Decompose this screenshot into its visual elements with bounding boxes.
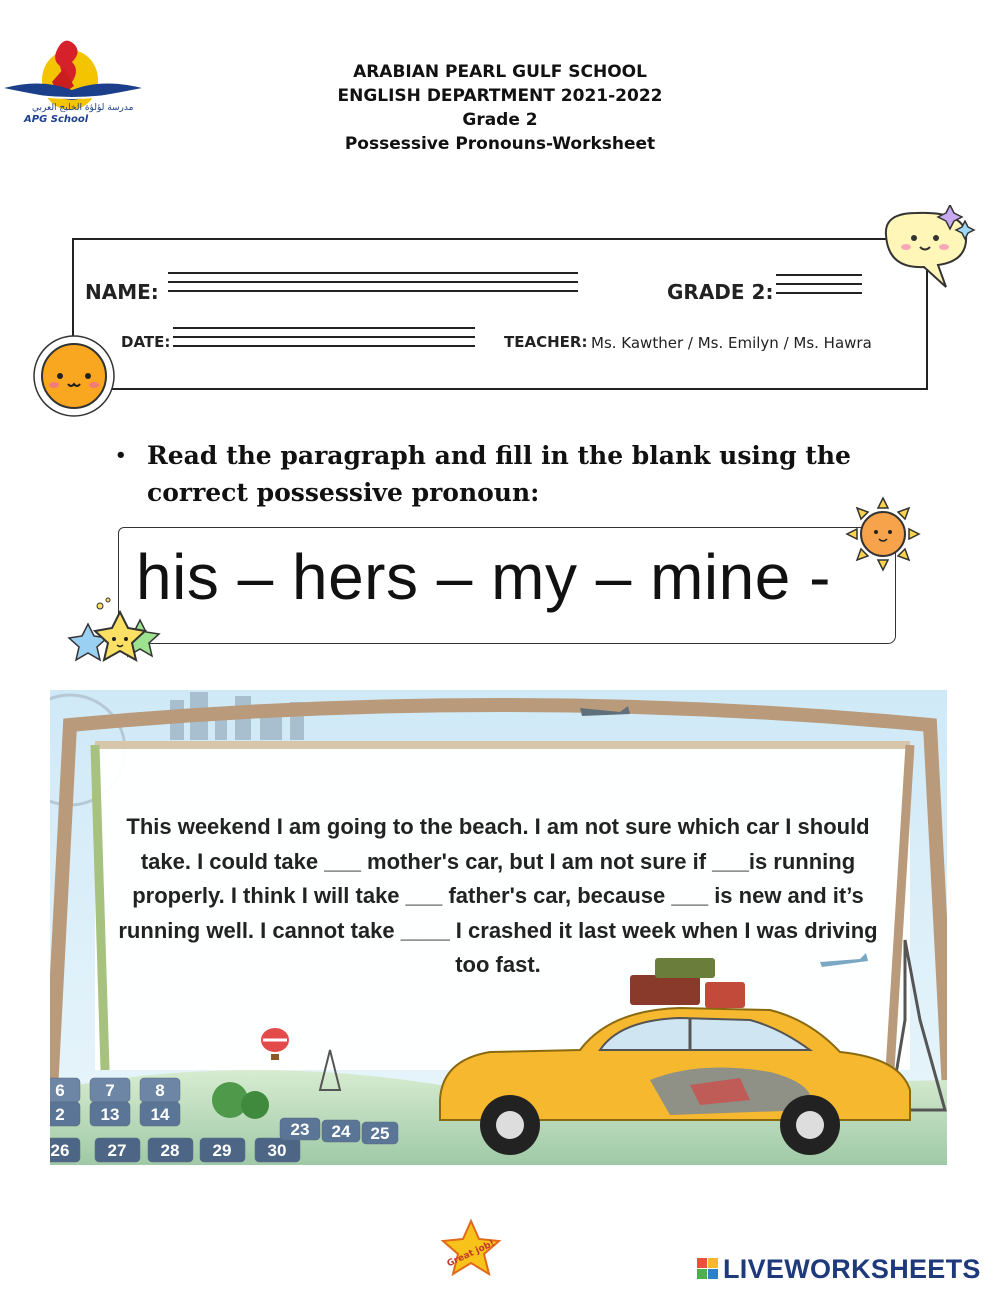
- stars-icon: [62, 594, 162, 676]
- calendar-number: 28: [160, 1141, 180, 1160]
- sun-icon: [845, 496, 921, 572]
- calendar-number: 25: [370, 1124, 390, 1143]
- calendar-number: 13: [100, 1105, 120, 1124]
- teacher-names: Ms. Kawther / Ms. Emilyn / Ms. Hawra: [591, 334, 872, 352]
- school-name: ARABIAN PEARL GULF SCHOOL: [353, 62, 647, 82]
- smiley-face-icon: [26, 330, 122, 420]
- date-field[interactable]: [173, 327, 475, 354]
- word-bank: his – hers – my – mine -: [136, 541, 831, 613]
- calendar-number: 26: [50, 1141, 70, 1160]
- calendar-number: 23: [290, 1120, 310, 1139]
- worksheet-header: [250, 60, 750, 156]
- name-label: NAME:: [85, 280, 159, 304]
- reading-paragraph: This weekend I am going to the beach. I am not sure which car I should take. I could take ___ mother's car, but I am not sure if ___is running properly. I think I will take ___ father's car, because ___ is new and it’s running well. I cannot take ____ I crashed it last week when I was driving too fast.: [118, 814, 878, 977]
- worksheet-title: Possessive Pronouns-Worksheet: [344, 134, 656, 154]
- logo-text: APG School: [24, 114, 89, 125]
- name-field[interactable]: [168, 272, 578, 299]
- calendar-number: 2: [55, 1105, 65, 1124]
- great-job-text: Great job!: [445, 1238, 497, 1270]
- calendar-number: 7: [105, 1081, 115, 1100]
- school-logo: [2, 30, 147, 125]
- bullet: •: [115, 445, 127, 466]
- brand-name: LIVEWORKSHEETS: [723, 1253, 981, 1284]
- date-label: DATE:: [121, 333, 171, 351]
- calendar-number: 29: [212, 1141, 232, 1160]
- instruction: [115, 437, 905, 511]
- calendar-number: 6: [55, 1081, 65, 1100]
- calendar-number: 8: [155, 1081, 165, 1100]
- teacher-label: TEACHER:: [504, 333, 588, 351]
- svg-text:مدرسة لؤلؤة الخليج العربي: مدرسة لؤلؤة الخليج العربي: [32, 103, 134, 113]
- calendar-number: 24: [331, 1122, 351, 1141]
- calendar-number: 30: [267, 1141, 287, 1160]
- calendar-number: 14: [150, 1105, 170, 1124]
- student-info-box: [72, 238, 928, 390]
- grade-field[interactable]: [776, 274, 862, 301]
- happy-bubble-icon: [876, 205, 976, 295]
- grade-label: GRADE 2:: [667, 280, 774, 304]
- instruction-text: Read the paragraph and fill in the blank using the correct possessive pronoun:: [147, 441, 851, 507]
- department: ENGLISH DEPARTMENT 2021-2022: [337, 86, 663, 106]
- calendar-number: 27: [107, 1141, 127, 1160]
- grade-title: Grade 2: [462, 110, 538, 130]
- great-job-star-icon: [440, 1218, 502, 1280]
- liveworksheets-brand[interactable]: [697, 1252, 981, 1286]
- liveworksheets-logo-icon: [697, 1258, 719, 1280]
